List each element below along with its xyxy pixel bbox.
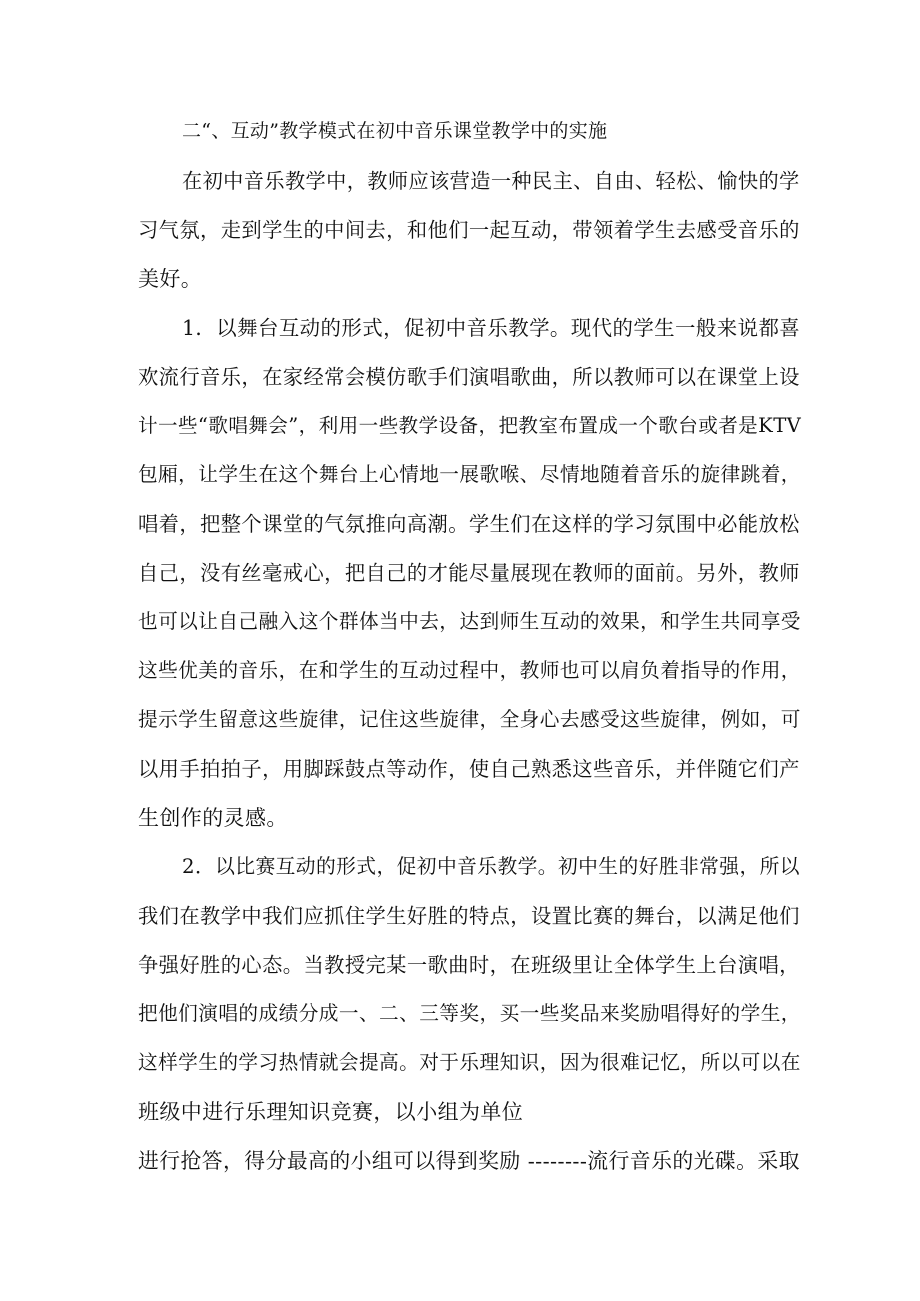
intro-line-3: 美好。 bbox=[138, 267, 203, 291]
section2-line-3: 争强好胜的心态。当教授完某一歌曲时，在班级里让全体学生上台演唱， bbox=[138, 953, 800, 977]
section1-line-3: 计一些“歌唱舞会”，利用一些教学设备，把教室布置成一个歌台或者是KTV bbox=[138, 414, 802, 437]
section2-line-7: 进行抢答，得分最高的小组可以得到奖励 --------流行音乐的光碟。采取 bbox=[138, 1149, 800, 1173]
section1-line-8: 这些优美的音乐，在和学生的互动过程中，教师也可以肩负着指导的作用， bbox=[138, 659, 801, 682]
section1-line-6: 自己，没有丝毫戒心，把自己的才能尽量展现在教师的面前。另外，教师 bbox=[138, 561, 800, 585]
section2-line-4: 把他们演唱的成绩分成一、二、三等奖，买一些奖品来奖励唱得好的学生， bbox=[138, 1002, 801, 1025]
section2-line-5: 这样学生的学习热情就会提高。对于乐理知识，因为很难记忆，所以可以在 bbox=[138, 1051, 801, 1074]
section1-line-2: 欢流行音乐，在家经常会模仿歌手们演唱歌曲，所以教师可以在课堂上设 bbox=[138, 365, 800, 389]
section1-line-5: 唱着，把整个课堂的气氛推向高潮。学生们在这样的学习氛围中必能放松 bbox=[138, 512, 800, 536]
section2-line-6: 班级中进行乐理知识竞赛，以小组为单位 bbox=[138, 1100, 524, 1124]
section-heading: 二“、互动”教学模式在初中音乐课堂教学中的实施 bbox=[182, 120, 608, 142]
section1-line-7: 也可以让自己融入这个群体当中去，达到师生互动的效果，和学生共同享受 bbox=[138, 610, 801, 633]
section2-line-2: 我们在教学中我们应抓住学生好胜的特点，设置比赛的舞台，以满足他们 bbox=[138, 904, 800, 928]
section1-line-4: 包厢，让学生在这个舞台上心情地一展歌喉、尽情地随着音乐的旋律跳着， bbox=[138, 463, 801, 486]
intro-line-2: 习气氛，走到学生的中间去，和他们一起互动，带领着学生去感受音乐的 bbox=[138, 218, 800, 242]
intro-line-1: 在初中音乐教学中，教师应该营造一种民主、自由、轻松、愉快的学 bbox=[182, 169, 800, 193]
section1-line-10: 以用手拍拍子，用脚踩鼓点等动作，使自己熟悉这些音乐，并伴随它们产 bbox=[138, 757, 800, 781]
section2-line-1: 2．以比赛互动的形式，促初中音乐教学。初中生的好胜非常强，所以 bbox=[182, 855, 800, 878]
section1-line-9: 提示学生留意这些旋律，记住这些旋律，全身心去感受这些旋律，例如，可 bbox=[138, 708, 801, 731]
section1-line-1: 1．以舞台互动的形式，促初中音乐教学。现代的学生一般来说都喜 bbox=[182, 316, 801, 340]
section1-line-11: 生创作的灵感。 bbox=[138, 806, 288, 830]
